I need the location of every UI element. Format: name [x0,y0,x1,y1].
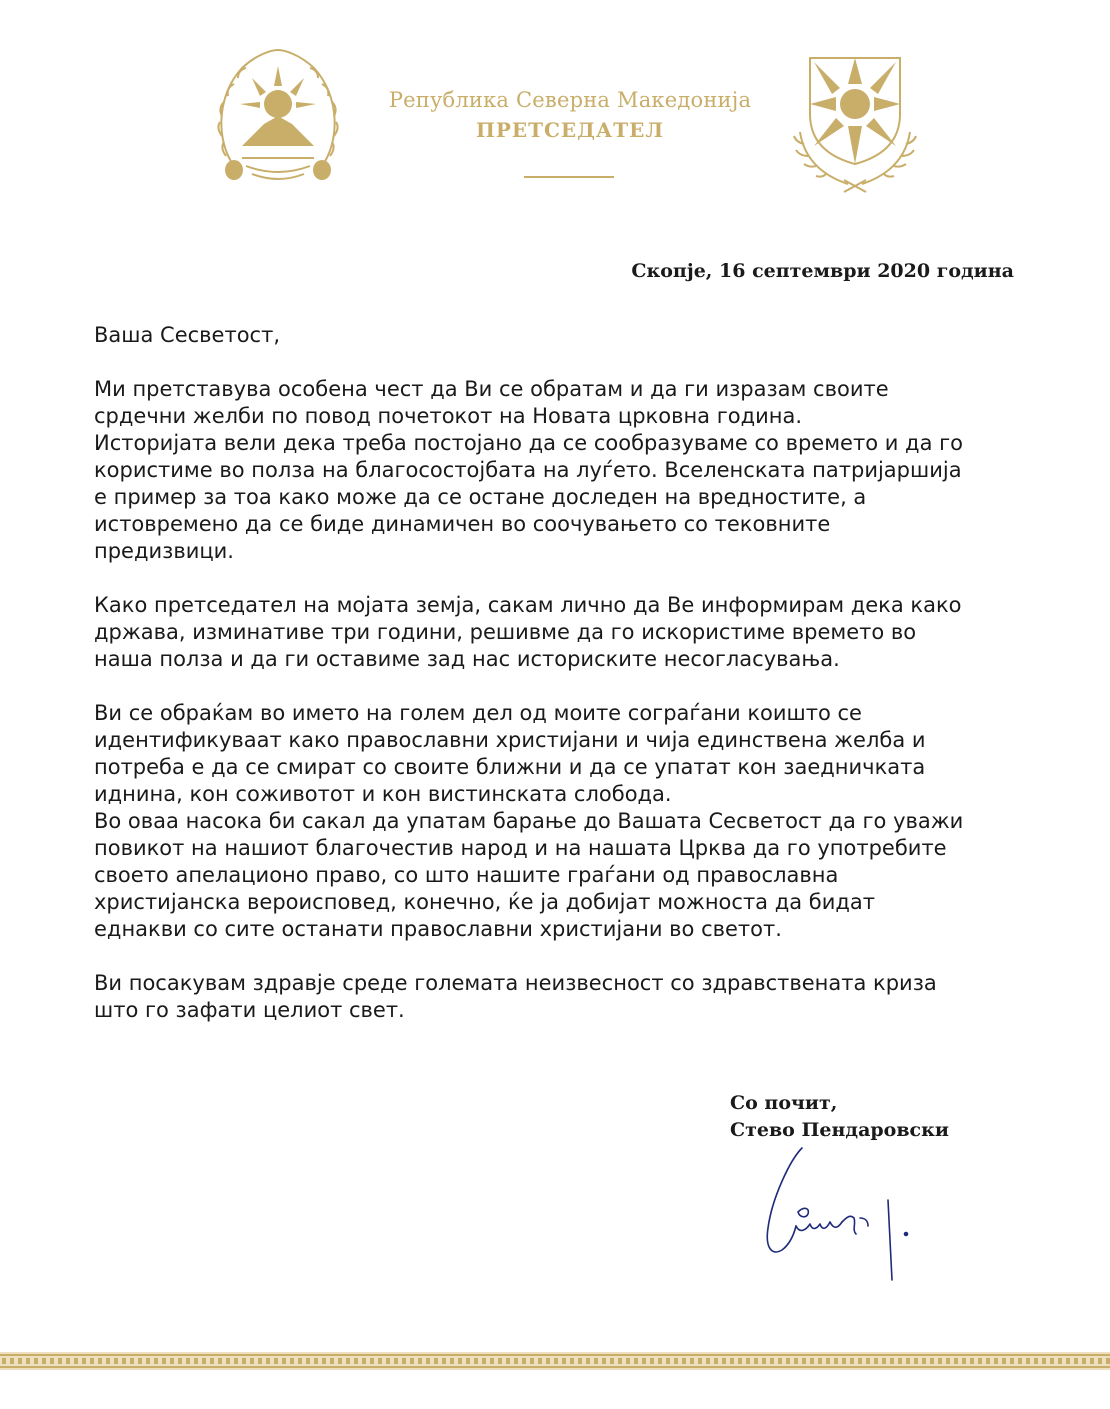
letter-body [94,322,1024,1051]
letter-closing: Со почит, [730,1092,838,1114]
letter-signatory: Стево Пендаровски [730,1119,949,1141]
letter-salutation: Ваша Сесветост, [94,323,280,347]
letter-paragraph: Ви се обраќам во името на голем дел од моите сограѓани коишто се идентификуваат како православни христијани и чија единствена желба и потреба е да се смират со своите ближни и да се упатат кон заедничката иднина, кон соживотот и кон вистинската слобода. [94,701,926,806]
letter-paragraph: Како претседател на мојата земја, сакам лично да Ве информирам дека како држава, изминативе три години, решивме да го искористиме времето во наша полза и да ги оставиме зад нас историските несогласувања. [94,593,962,671]
letter-paragraph: Ви посакувам здравје среде големата неизвесност со здравствената криза што го зафати целиот свет. [94,971,937,1022]
handwritten-signature [760,1138,920,1288]
decorative-border [0,1352,1110,1370]
letterhead [360,88,780,142]
letterhead-org-name: Република Северна Македонија [388,88,752,112]
letterhead-office-title: ПРЕТСЕДАТЕЛ [475,118,665,142]
coat-of-arms-icon [212,46,344,188]
letterhead-divider [524,176,614,178]
sun-emblem-icon [792,52,918,194]
letter-date: Скопје, 16 септември 2020 година [631,260,1014,282]
letter-paragraph: Во оваа насока би сакал да упатам барање до Вашата Сесветост да го уважи повикот на нашиот благочестив народ и на нашата Црква да го употребите своето апелационо право, со што нашите граѓани од православна христијанска вероисповед, конечно, ќе ја добијат можноста да бидат еднакви со сите останати православни христијани во светот. [94,809,964,941]
letter-closing-block [730,1090,949,1144]
letter-paragraph: Ми претставува особена чест да Ви се обратам и да ги изразам своите срдечни желби по повод почетокот на Новата црковна година. Историјата вели дека треба постојано да се сообразуваме со времето и да го користиме во полза на благосостојбата на луѓето. Вселенската патријаршија е пример за тоа како може да се остане доследен на вредностите, а истовремено да се биде динамичен во соочувањето со тековните предизвици. [94,377,963,563]
